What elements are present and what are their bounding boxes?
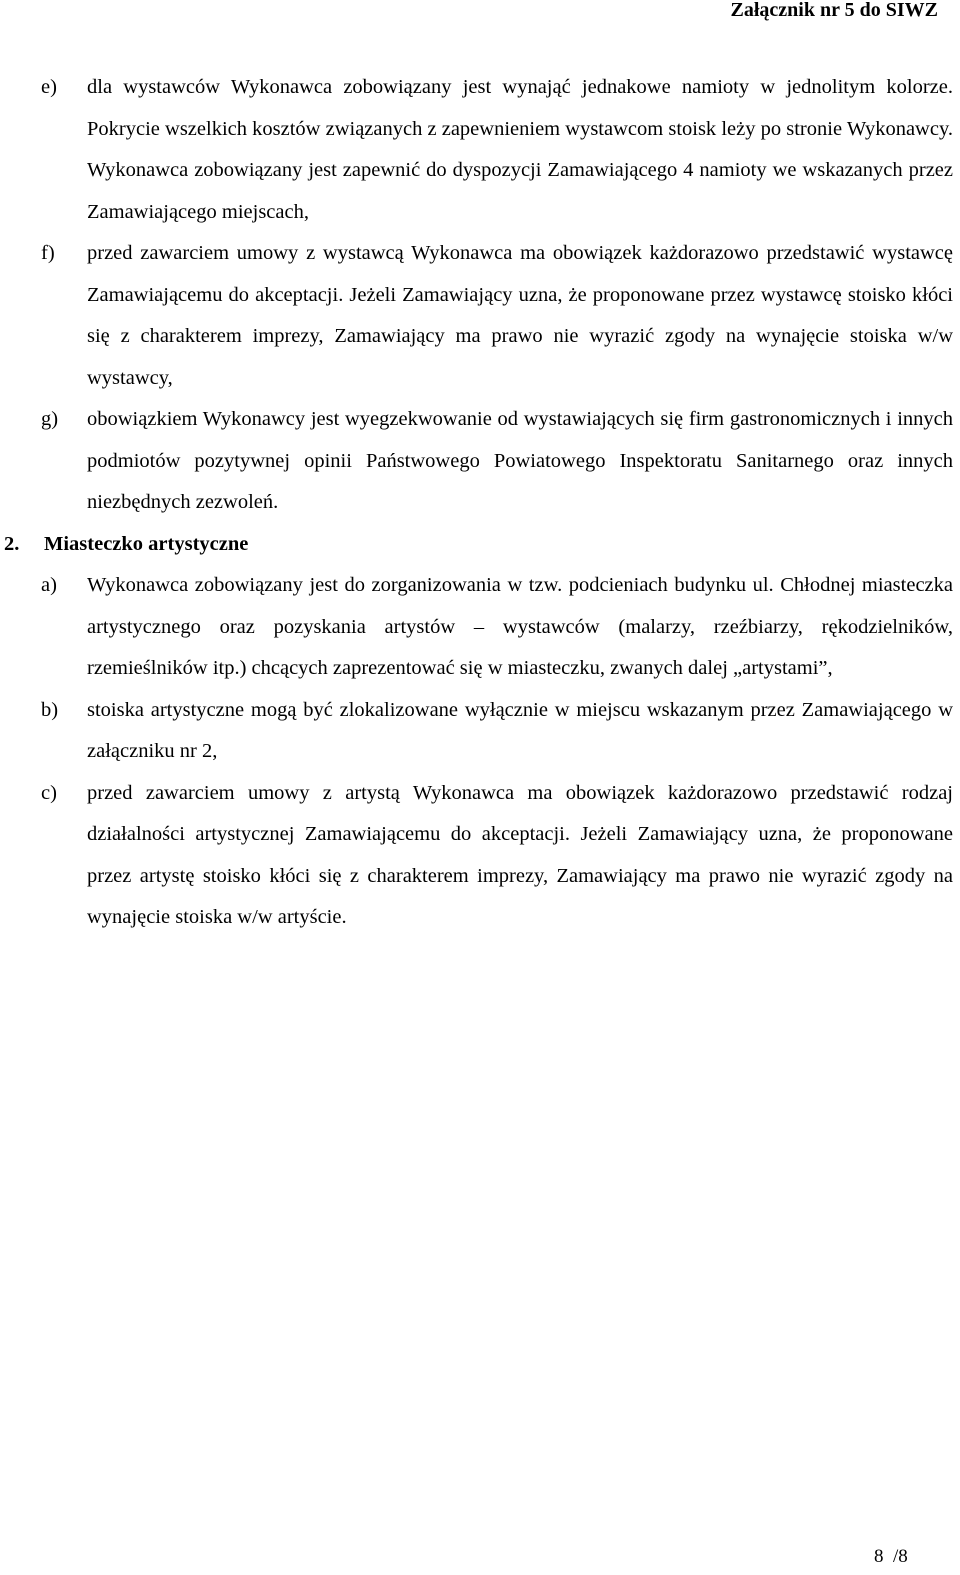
list-item-f (0, 233, 960, 399)
document-header-title: Załącznik nr 5 do SIWZ (730, 0, 938, 21)
list-item-marker: f) (41, 242, 55, 264)
list-item-text: obowiązkiem Wykonawcy jest wyegzekwowanie od wystawiających się firm gastronomicznych i innych podmiotów pozytywnej opinii Państwowego Powiatowego Inspektoratu Sanitarnego oraz innych niezbędnych zezwoleń. (87, 408, 953, 513)
section-title: Miasteczko artystyczne (44, 532, 249, 555)
section-heading (0, 524, 960, 566)
list-item-marker: b) (41, 698, 59, 721)
list-item-text: dla wystawców Wykonawca zobowiązany jest wynająć jednakowe namioty w jednolitym kolorze. Pokrycie wszelkich kosztów związanych z zapewnieniem wystawcom stoisk leży po stronie Wykonawcy. Wykonawca zobowiązany jest zapewnić do dyspozycji Zamawiającego 4 namioty we wskazanych przez Zamawiającego miejscach, (87, 76, 953, 223)
document-body (0, 67, 960, 939)
list-item-text: stoiska artystyczne mogą być zlokalizowane wyłącznie w miejscu wskazanym przez Zamawiającego w załączniku nr 2, (87, 698, 953, 762)
list-item-marker: c) (41, 781, 57, 804)
page-number: 8 /8 (874, 1546, 908, 1567)
list-item-marker: g) (41, 408, 59, 430)
list-item-text: przed zawarciem umowy z wystawcą Wykonawca ma obowiązek każdorazowo przedstawić wystawcę Zamawiającemu do akceptacji. Jeżeli Zamawiający uzna, że proponowane przez wystawcę stoisko kłóci się z charakterem imprezy, Zamawiający ma prawo nie wyrazić zgody na wynajęcie stoiska w/w wystawcy, (87, 242, 953, 389)
list-item-text: przed zawarciem umowy z artystą Wykonawca ma obowiązek każdorazowo przedstawić rodzaj działalności artystycznej Zamawiającemu do akceptacji. Jeżeli Zamawiający uzna, że proponowane przez artystę stoisko kłóci się z charakterem imprezy, Zamawiający ma prawo nie wyrazić zgody na wynajęcie stoiska w/w artyście. (87, 781, 953, 928)
list-item-marker: a) (41, 574, 57, 596)
list-item-c (0, 773, 960, 939)
list-item-a (0, 565, 960, 690)
list-item-b (0, 690, 960, 773)
list-item-text: Wykonawca zobowiązany jest do zorganizowania w tzw. podcieniach budynku ul. Chłodnej miasteczka artystycznego oraz pozyskania artystów – wystawców (malarzy, rzeźbiarzy, rękodzielników, rzemieślników itp.) chcących zaprezentować się w miasteczku, zwanych dalej „artystami”, (87, 574, 953, 679)
list-item-g (0, 399, 960, 524)
list-item-e (0, 67, 960, 233)
section-number: 2. (4, 532, 20, 555)
list-item-marker: e) (41, 76, 57, 98)
